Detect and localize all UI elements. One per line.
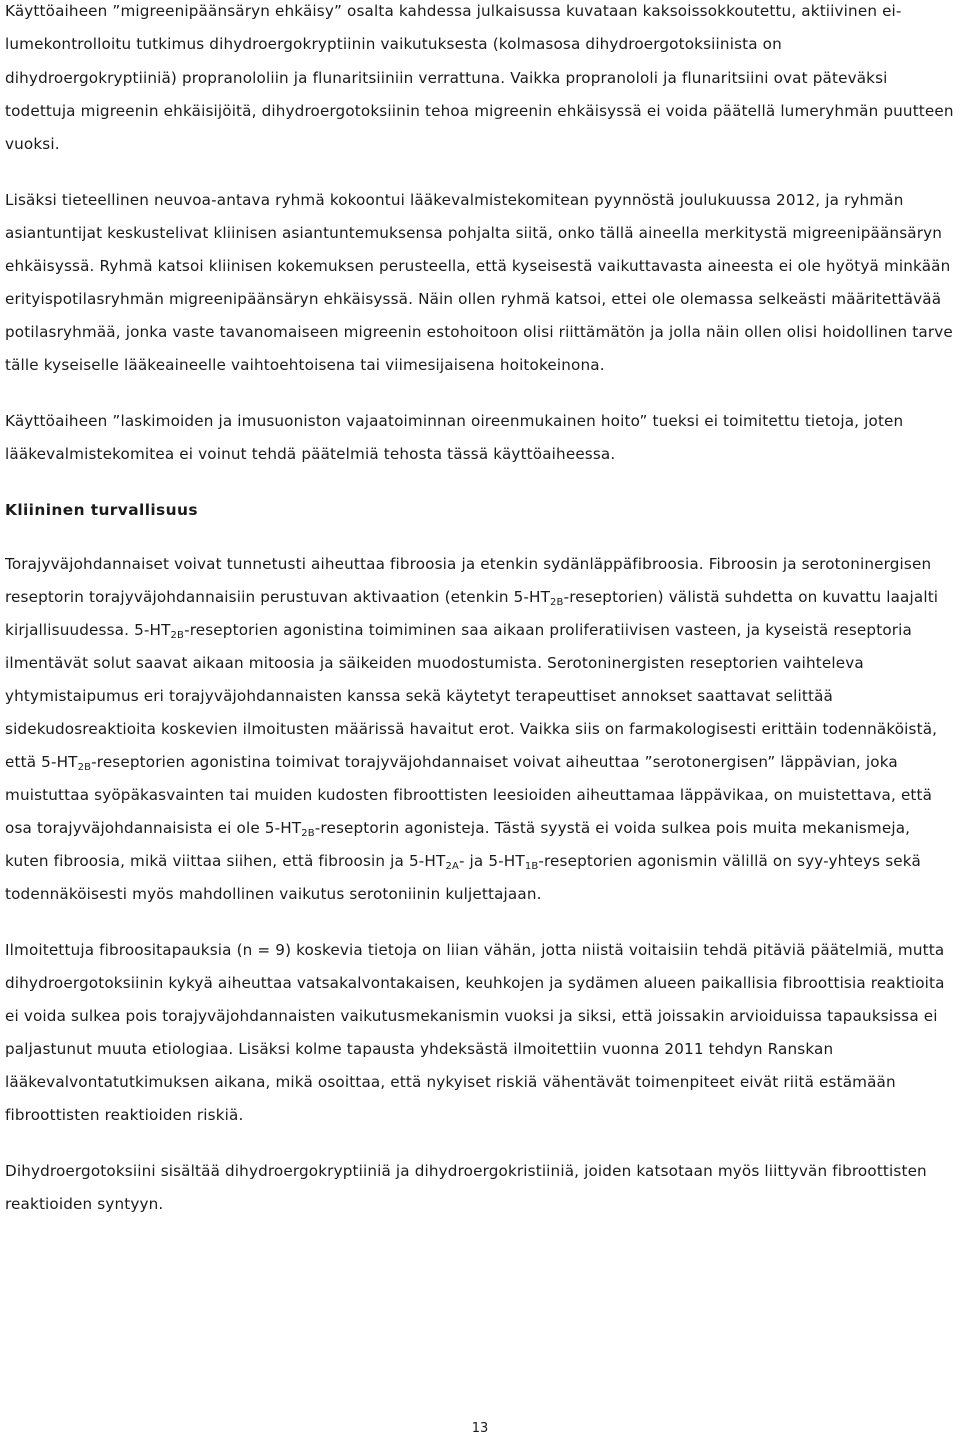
paragraph-text: Torajyväjohdannaiset voivat tunnetusti aiheuttaa fibroosia ja etenkin sydänläppäfibroosia. Fibroosin ja serotoninergisen reseptorin torajyväjohdannaisiin perustuvan aktivaation (etenkin 5-HT: [5, 555, 932, 607]
paragraph-text: Käyttöaiheen ”migreenipäänsäryn ehkäisy” osalta kahdessa julkaisussa kuvataan kaksoissokkoutettu, aktiivinen ei-lumekontrolloitu tutkimus dihydroergokryptiinin vaikutuksesta (kolmasosa dihydroergotoksiinista on dihydroergokryptiiniä) propranololiin ja flunaritsiiniin verrattuna. Vaikka propranololi ja flunaritsiini ovat päteväksi todettuja migreenin ehkäisijöitä, dihydroergotoksiinin tehoa migreenin ehkäisyssä ei voida päätellä lumeryhmän puutteen vuoksi.: [5, 2, 954, 154]
paragraph-text: -reseptorien) välistä suhdetta on kuvattu laajalti kirjallisuudessa. 5-HT: [5, 588, 939, 640]
paragraph-migraine-indication: [5, 0, 957, 161]
subscript: 1B: [524, 861, 539, 873]
subscript: 2A: [445, 861, 459, 873]
paragraph-fibrosis: [5, 548, 957, 911]
subscript: 2B: [550, 597, 564, 609]
paragraph-expert-group: [5, 184, 957, 382]
paragraph-text: -reseptorin agonisteja. Tästä syystä ei voida sulkea pois muita mekanismeja, kuten fibroosia, mikä viittaa siihen, että fibroosin ja 5-HT: [5, 819, 911, 871]
page-number: 13: [471, 1421, 489, 1436]
paragraph-dihydroergotoxine-content: [5, 1155, 957, 1221]
paragraph-text: Lisäksi tieteellinen neuvoa-antava ryhmä kokoontui lääkevalmistekomitean pyynnöstä joulukuussa 2012, ja ryhmän asiantuntijat keskustelivat kliinisen asiantuntemuksensa pohjalta siitä, onko tällä aineella merkitystä migreenipäänsäryn ehkäisyssä. Ryhmä katsoi kliinisen kokemuksen perusteella, että kyseisestä vaikuttavasta aineesta ei ole hyötyä minkään erityispotilasryhmän migreenipäänsäryn ehkäisyssä. Näin ollen ryhmä katsoi, ettei ole olemassa selkeästi määritettävää potilasryhmää, jonka vaste tavanomaiseen migreenin estohoitoon olisi riittämätön ja jolla näin ollen olisi hoidollinen tarve tälle kyseiselle lääkeaineelle vaihtoehtoisena tai viimesijaisena hoitokeinona.: [5, 191, 953, 375]
subscript: 2B: [301, 828, 315, 840]
paragraph-fibrosis-cases: [5, 934, 957, 1132]
subscript: 2B: [170, 630, 185, 642]
paragraph-text: Dihydroergotoksiini sisältää dihydroergokryptiiniä ja dihydroergokristiiniä, joiden katsotaan myös liittyvän fibroottisten reaktioiden syntyyn.: [5, 1162, 927, 1214]
paragraph-venous-indication: [5, 405, 957, 471]
paragraph-text: -reseptorien agonistina toimivat torajyväjohdannaiset voivat aiheuttaa ”serotonergisen” läppävian, joka muistuttaa syöpäkasvainten tai muiden kudosten fibroottisten leesioiden aiheuttamaa läppävikaa, on muistettava, että osa torajyväjohdannaisista ei ole 5-HT: [5, 753, 933, 838]
paragraph-text: Käyttöaiheen ”laskimoiden ja imusuoniston vajaatoiminnan oireenmukainen hoito” tueksi ei toimitettu tietoja, joten lääkevalmistekomitea ei voinut tehdä päätelmiä tehosta tässä käyttöaiheessa.: [5, 412, 904, 464]
section-heading-clinical-safety: Kliininen turvallisuus: [5, 501, 198, 520]
paragraph-text: -reseptorien agonismin välillä on syy-yhteys sekä todennäköisesti myös mahdollinen vaikutus serotoniinin kuljettajaan.: [5, 852, 921, 904]
paragraph-text: -reseptorien agonistina toimiminen saa aikaan proliferatiivisen vasteen, ja kyseistä reseptoria ilmentävät solut saavat aikaan mitoosia ja säikeiden muodostumista. Serotoninergisten reseptorien vaihteleva yhtymistaipumus eri torajyväjohdannaisten kanssa sekä käytetyt terapeuttiset annokset saattavat selittää sidekudosreaktioita koskevien ilmoitusten määrissä havaitut erot. Vaikka siis on farmakologisesti erittäin todennäköistä, että 5-HT: [5, 621, 938, 772]
document-body: [5, 0, 957, 1221]
subscript: 2B: [77, 762, 92, 774]
paragraph-text: - ja 5-HT: [458, 852, 525, 871]
paragraph-text: Ilmoitettuja fibroositapauksia (n = 9) koskevia tietoja on liian vähän, jotta niistä voitaisiin tehdä pitäviä päätelmiä, mutta dihydroergotoksiinin kykyä aiheuttaa vatsakalvontakaisen, keuhkojen ja sydämen alueen paikallisia fibroottisia reaktioita ei voida sulkea pois torajyväjohdannaisten vaikutusmekanismin vuoksi ja siksi, että joissakin arvioiduissa tapauksissa ei paljastunut muuta etiologiaa. Lisäksi kolme tapausta yhdeksästä ilmoitettiin vuonna 2011 tehdyn Ranskan lääkevalvontatutkimuksen aikana, mikä osoittaa, että nykyiset riskiä vähentävät toimenpiteet eivät riitä estämään fibroottisten reaktioiden riskiä.: [5, 941, 945, 1125]
